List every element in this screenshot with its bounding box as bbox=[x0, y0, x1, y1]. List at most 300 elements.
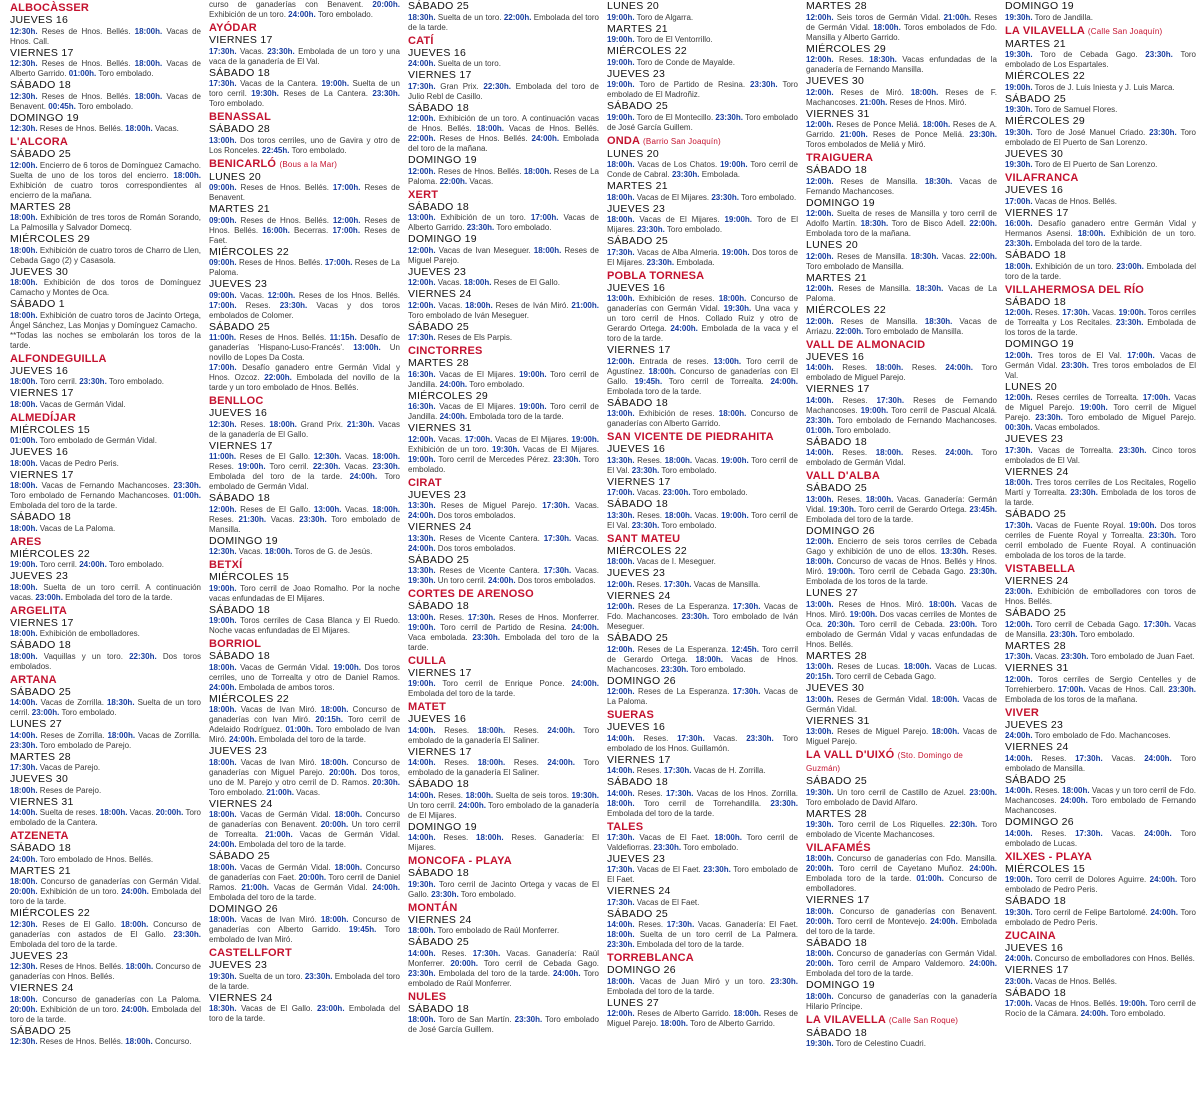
event-time: 24:00h. bbox=[547, 758, 575, 767]
event-time: 12:00h. bbox=[607, 1009, 635, 1018]
event-line: 13:00h. Reses. 18:00h. Vacas. Ganadería: Germán Vidal. 19:30h. Toro cerril de Gerardo Ortega. 23:45h. Embolada del toro de la tarde. bbox=[806, 494, 997, 524]
event-time: 19:00h. bbox=[238, 462, 266, 471]
event-line: 14:00h. Reses. 17:30h. Reses de Fernando Machancoses. 19:00h. Toro cerril de Pascual Alcalá. 23:30h. Toro embolado de Fernando Machancoses. 01:00h. Toro embolado. bbox=[806, 395, 997, 435]
day-heading: VIERNES 17 bbox=[209, 34, 273, 46]
day-heading: SÁBADO 25 bbox=[209, 320, 271, 333]
event-line: 14:00h. Vacas de Zorrilla. 18:30h. Suelta de un toro cerril. 23:00h. Toro embolado. bbox=[10, 698, 201, 717]
day-heading: JUEVES 23 bbox=[10, 570, 69, 582]
day-heading: MARTES 28 bbox=[10, 750, 71, 763]
event-time: 18:00h. bbox=[134, 26, 163, 36]
town-heading bbox=[209, 395, 400, 407]
day-heading: SÁBADO 18 bbox=[607, 498, 669, 510]
day-heading: VIERNES 17 bbox=[806, 383, 870, 395]
event-time: 11:00h. bbox=[209, 452, 237, 461]
event-line: 12:30h. Reses. 18:00h. Grand Prix. 21:30h. Vacas de la ganadería de El Gallo. bbox=[209, 419, 401, 439]
event-time: 23:00h. bbox=[35, 592, 63, 602]
event-line: 17:30h. Vacas de El Faet. bbox=[607, 897, 700, 907]
event-time: 17:00h. bbox=[209, 300, 237, 310]
event-time: 12:00h. bbox=[408, 278, 436, 287]
event-line: 09:00h. Reses de Hnos. Bellés. 12:00h. Reses de Hnos. Bellés. 16:00h. Becerras. 17:00h. Reses de Faet. bbox=[209, 215, 400, 245]
event-time: 21:00h. bbox=[943, 12, 972, 22]
event-time: 18:00h. bbox=[120, 919, 149, 929]
event-line: 12:30h. Reses de Hnos. Bellés. 18:00h. Concurso. bbox=[10, 1037, 192, 1046]
event-time: 18:00h. bbox=[931, 694, 960, 704]
event-line: **Todas las noches se embolarán los toros de la tarde. bbox=[10, 330, 201, 350]
event-time: 19:00h. bbox=[10, 560, 38, 569]
event-time: 17:00h. bbox=[332, 183, 361, 192]
town-name: BENLLOC bbox=[209, 395, 264, 407]
town-name: ALFONDEGUILLA bbox=[10, 352, 107, 365]
event-time: 18:00h. bbox=[660, 1019, 688, 1028]
town-name: LA VILAVELLA bbox=[1005, 24, 1085, 37]
event-time: 23:45h. bbox=[969, 504, 997, 514]
town-heading bbox=[209, 559, 400, 571]
event-line: 19:00h. Toro cerril de Dolores Aguirre. 24:00h. Toro embolado de Pedro Peris. bbox=[1005, 875, 1196, 894]
event-time: 22:00h. bbox=[969, 219, 997, 228]
day-heading: SÁBADO 25 bbox=[408, 320, 470, 333]
event-line: 18:00h. Vacas de Ivan Miró. 18:00h. Concurso de ganaderías con Ivan Miró. 20:15h. Toro cerril de Adelaido Rodríguez. 01:00h. Toro embolado de Ivan Miró. 24:00h. Embolada del toro de la tarde. bbox=[209, 705, 401, 744]
day-heading: SÁBADO 18 bbox=[10, 79, 72, 91]
event-time: 18:30h. bbox=[860, 219, 889, 228]
day-heading: JUEVES 23 bbox=[408, 265, 467, 278]
event-time: 13:00h. bbox=[313, 504, 342, 514]
event-time: 23:30h. bbox=[746, 733, 774, 743]
event-time: 23:30h. bbox=[173, 929, 201, 939]
event-time: 12:30h. bbox=[10, 1037, 38, 1046]
event-time: 14:00h. bbox=[607, 788, 635, 798]
town-name: VISTABELLA bbox=[1005, 562, 1076, 575]
event-time: 18:30h. bbox=[209, 1004, 237, 1013]
event-time: 18:00h. bbox=[209, 915, 237, 924]
town-name: ALBOCÀSSER bbox=[10, 2, 90, 14]
event-time: 23:00h. bbox=[949, 619, 978, 629]
event-time: 24:00h. bbox=[1005, 954, 1033, 963]
town-heading bbox=[10, 353, 201, 365]
event-time: 18:00h. bbox=[1005, 478, 1033, 487]
event-line: 18:00h. Exhibición de dos toros de Domínguez Camacho y Montes de Oca. bbox=[10, 278, 201, 297]
event-time: 17:30h. bbox=[663, 766, 692, 775]
event-time: 12:00h. bbox=[806, 87, 834, 97]
event-line: 18:00h. Suelta de un toro cerril. A continuación vacas. 23:00h. Embolada del toro de la tarde. bbox=[10, 582, 201, 602]
event-time: 12:00h. bbox=[209, 504, 237, 514]
event-time: 23:00h. bbox=[316, 1004, 345, 1013]
day-heading: SÁBADO 1 bbox=[10, 298, 65, 310]
event-line: 12:00h. Toro cerril de Cebada Gago. 17:30h. Vacas de Mansilla. 23:30h. Toro embolado. bbox=[1005, 619, 1196, 639]
event-time: 18:00h. bbox=[714, 832, 742, 842]
town-heading bbox=[10, 136, 201, 148]
event-time: 17:00h. bbox=[464, 434, 493, 444]
event-line: 18:00h. Exhibición de cuatro toros de Jacinto Ortega, Ángel Sánchez, Las Monjas y Domínguez Camacho. bbox=[10, 310, 201, 330]
event-line: 19:00h. Toro de El Ventorrillo. bbox=[607, 35, 713, 44]
town-heading bbox=[408, 991, 599, 1003]
schedule-column-4 bbox=[603, 0, 802, 1100]
day-heading: SÁBADO 25 bbox=[209, 850, 271, 862]
event-time: 13:00h. bbox=[806, 694, 834, 704]
event-line: 12:00h. Entrada de reses. 13:00h. Toro cerril de Agustínez. 18:00h. Concurso de ganaderías con El Gallo. 19:45h. Toro cerril de Torrealta. 24:00h. Embolada toro de la tarde. bbox=[607, 356, 799, 396]
event-line: 18:00h. Vacas de Germán Vidal. 18:00h. Concurso de ganaderías con Faet. 20:00h. Toro cerril de Daniel Ramos. 21:00h. Vacas de Germán Vidal. 24:00h. Embolada del toro de la tarde. bbox=[209, 862, 400, 902]
event-time: 23:30h. bbox=[1061, 360, 1089, 370]
event-time: 22:00h. bbox=[835, 326, 864, 336]
event-time: 18:00h. bbox=[733, 1009, 762, 1018]
day-heading: SÁBADO 18 bbox=[408, 101, 470, 114]
event-line: 18:00h. Vacas de I. Meseguer. bbox=[607, 557, 716, 566]
event-time: 23:30h. bbox=[681, 612, 710, 621]
event-line: 23:00h. Vacas de Hnos. Bellés. bbox=[1005, 976, 1117, 986]
event-line: 19:00h. Toro cerril de Joao Romalho. Por la noche vacas enfundadas de El Mijares. bbox=[209, 583, 400, 603]
event-time: 19:30h. bbox=[1005, 907, 1033, 917]
event-time: 12:30h. bbox=[313, 452, 342, 461]
day-heading: SÁBADO 28 bbox=[209, 123, 271, 135]
event-time: 17:30h. bbox=[1062, 308, 1090, 317]
event-line: 14:00h. Reses. 18:00h. Reses. 24:00h. Toro embolado de Germán Vidal. bbox=[806, 448, 998, 467]
day-heading: VIERNES 17 bbox=[10, 46, 74, 59]
event-line: 18:00h. Vacas de Juan Miró y un toro. 23:30h. Embolada del toro de la tarde. bbox=[607, 976, 798, 996]
event-time: 13:30h. bbox=[408, 533, 436, 543]
town-heading bbox=[806, 842, 997, 854]
event-time: 18:00h. bbox=[134, 59, 163, 68]
event-time: 13:00h. bbox=[353, 343, 381, 352]
event-time: 17:30h. bbox=[209, 79, 237, 88]
event-time: 24:00h. bbox=[571, 679, 599, 688]
town-heading bbox=[408, 655, 599, 667]
event-time: 22:45h. bbox=[261, 145, 290, 155]
event-line: 13:00h. Reses de Hnos. Miró. 18:00h. Vacas de Hnos. Miró. 19:00h. Dos vacas cerriles de Montes de Oca. 20:30h. Toro cerril de Cebada. 23:00h. Toro embolado de Germán Vidal y vacas enfundadas de Hnos. Bellés. bbox=[806, 599, 997, 649]
event-line: 18:00h. Vacas de Germán Vidal. 19:00h. Dos toros cerriles, uno de Torrealta y otro de Daniel Ramos. 24:00h. Embolada de ambos toros. bbox=[209, 662, 400, 692]
day-heading: SÁBADO 25 bbox=[607, 907, 669, 920]
event-line: 18:00h. Vacas de El Mijares. 19:00h. Toro de El Mijares. 23:30h. Toro embolado. bbox=[607, 215, 798, 234]
day-heading: SÁBADO 25 bbox=[607, 235, 669, 247]
event-time: 23:00h. bbox=[31, 708, 60, 717]
day-heading: VIERNES 31 bbox=[10, 795, 74, 808]
event-line: 24:00h. Concurso de embolladores con Hnos. Bellés. bbox=[1005, 954, 1195, 963]
event-time: 18:00h. bbox=[125, 1037, 153, 1046]
event-line: 14:00h. Reses. 17:30h. Vacas de H. Zorrilla. bbox=[607, 766, 766, 775]
event-time: 17:30h. bbox=[732, 687, 761, 696]
event-time: 19:00h. bbox=[607, 112, 635, 122]
event-line: 13:30h. Reses de Vicente Cantera. 17:30h. Vacas. 24:00h. Dos toros embolados. bbox=[408, 533, 599, 553]
event-time: 14:00h. bbox=[408, 948, 436, 958]
event-line: 14:00h. Reses. 17:30h. Vacas. 24:00h. Toro embolado de Mansilla. bbox=[1005, 753, 1196, 773]
event-time: 13:00h. bbox=[408, 612, 436, 622]
event-time: 23:30h. bbox=[514, 1015, 543, 1024]
event-line: 18:00h. Toro embolado de Raúl Monferrer. bbox=[408, 926, 560, 935]
event-time: 17:30h. bbox=[1005, 445, 1033, 455]
event-time: 14:00h. bbox=[607, 733, 635, 743]
town-name: LA VALL D'UIXÓ bbox=[806, 749, 895, 761]
event-time: 23:30h. bbox=[10, 740, 38, 750]
day-heading: LUNES 27 bbox=[806, 587, 859, 599]
event-time: 18:00h. bbox=[134, 91, 163, 101]
event-time: 19:30h. bbox=[1005, 50, 1033, 59]
town-name: BENASSAL bbox=[209, 111, 272, 123]
day-heading: VIERNES 17 bbox=[408, 745, 472, 758]
event-time: 00:45h. bbox=[48, 101, 76, 111]
event-time: 01:00h. bbox=[10, 436, 38, 445]
schedule-column-2 bbox=[205, 0, 404, 1100]
event-time: 20:00h. bbox=[806, 916, 834, 926]
event-time: 18:00h. bbox=[209, 862, 237, 872]
day-heading: JUEVES 23 bbox=[607, 852, 666, 865]
event-time: 18:00h. bbox=[107, 730, 136, 740]
event-time: 18:30h. bbox=[924, 316, 953, 326]
event-time: 23:00h. bbox=[969, 787, 997, 797]
event-time: 24:00h. bbox=[209, 840, 237, 849]
event-time: 17:30h. bbox=[607, 832, 635, 842]
event-time: 18:00h. bbox=[125, 962, 154, 971]
day-heading: MIÉRCOLES 15 bbox=[1005, 862, 1086, 875]
event-time: 19:30h. bbox=[408, 576, 436, 585]
day-heading: VIERNES 17 bbox=[10, 387, 74, 399]
event-time: 12:00h. bbox=[806, 537, 834, 546]
day-heading: SÁBADO 18 bbox=[806, 435, 868, 448]
day-heading: SÁBADO 18 bbox=[1005, 986, 1067, 999]
event-line: 18:00h. Concurso de ganaderías con Germán Vidal. 20:00h. Exhibición de un toro. 24:00h. Embolada del toro de la tarde. bbox=[10, 877, 201, 906]
event-time: 12:00h. bbox=[408, 245, 436, 255]
event-time: 12:00h. bbox=[1005, 393, 1033, 402]
day-heading: VIERNES 17 bbox=[408, 69, 472, 81]
event-time: 18:00h. bbox=[372, 452, 400, 461]
event-time: 22:30h. bbox=[483, 81, 511, 91]
event-time: 19:00h. bbox=[607, 80, 635, 89]
day-heading: SÁBADO 18 bbox=[607, 396, 669, 409]
event-line: 19:00h. Toro de Algarra. bbox=[607, 12, 694, 22]
event-time: 18:00h. bbox=[10, 377, 38, 386]
event-time: 24:00h. bbox=[408, 543, 436, 553]
event-time: 18:30h. bbox=[924, 176, 953, 186]
day-heading: MARTES 21 bbox=[1005, 37, 1066, 50]
event-time: 18:00h. bbox=[173, 170, 201, 180]
event-time: 12:00h. bbox=[607, 602, 635, 611]
event-time: 17:00h. bbox=[530, 213, 559, 222]
town-name: ARES bbox=[10, 535, 42, 548]
event-line: 12:00h. Reses cerriles de Torrealta. 17:00h. Vacas de Miguel Parejo. 19:00h. Toro cerril de Miguel Parejo. 23:30h. Toro embolado de Miguel Parejo. 00:30h. Vacas embolados. bbox=[1005, 393, 1197, 432]
event-time: 17:00h. bbox=[324, 258, 353, 267]
event-time: 17:00h. bbox=[209, 363, 237, 372]
event-time: 18:00h. bbox=[607, 160, 635, 169]
event-line: 09:00h. Vacas. 12:00h. Reses de los Hnos. Bellés. 17:00h. Reses. 23:30h. Vacas y dos toros embolados de Colomer. bbox=[209, 290, 401, 320]
event-time: 18:00h. bbox=[607, 557, 635, 566]
day-heading: SÁBADO 25 bbox=[408, 936, 470, 948]
day-heading: JUEVES 23 bbox=[408, 488, 467, 501]
event-line: 12:00h. Encierro de seis toros cerriles de Cebada Gago y exhibición de uno de ellos. 13:30h. Reses. 18:00h. Concurso de vacas de Hnos. Bellés y Hnos. Miró. 19:00h. Toro cerril de Cebada Gago. 23:30h. Embolada de los toros de la tarde. bbox=[806, 537, 997, 586]
event-line: 12:00h. Reses de La Esperanza. 12:45h. Toro cerril de Gerardo Ortega. 18:00h. Vacas de Hnos. Machancoses. 23:30h. Toro embolado. bbox=[607, 644, 798, 674]
event-line: 14:00h. Reses. 18:00h. Vacas y un toro cerril de Fdo. Machancoses. 24:00h. Toro embolado de Fernando Machancoses. bbox=[1005, 786, 1197, 815]
day-heading: DOMINGO 26 bbox=[209, 902, 278, 915]
event-line: 13:30h. Reses. 18:00h. Vacas. 19:00h. Toro cerril de El Val. 23:30h. Toro embolado. bbox=[607, 455, 798, 475]
event-line: 11:00h. Reses de El Gallo. 12:30h. Vacas. 18:00h. Reses. 19:00h. Toro cerril. 22:30h. Vacas. 23:30h. Embolada del toro de la tarde. 24:00h. Toro embolado de Germán Vidal. bbox=[209, 452, 401, 491]
event-time: 12:00h. bbox=[1005, 350, 1033, 360]
schedule-columns bbox=[6, 0, 1200, 1100]
event-time: 23:30h. bbox=[806, 415, 834, 425]
event-time: 18:00h. bbox=[910, 87, 939, 97]
event-time: 19:00h. bbox=[860, 405, 889, 415]
event-line: 18:30h. Suelta de un toro. 22:00h. Embolada del toro de la tarde. bbox=[408, 12, 599, 32]
town-name: VALL D'ALBA bbox=[806, 470, 881, 482]
day-heading: DOMINGO 19 bbox=[408, 820, 477, 833]
town-heading bbox=[607, 952, 798, 964]
town-heading bbox=[806, 339, 997, 351]
event-time: 18:00h. bbox=[928, 599, 957, 609]
event-time: 24:00h. bbox=[1144, 828, 1172, 838]
event-line: 18:00h. Exhibición de cuatro toros de Charro de Llen, Cebada Gago (2) y Casasola. bbox=[10, 245, 201, 265]
event-line: 12:00h. Reses de Mansilla. 18:30h. Vacas. 22:00h. Toro embolado de Mansilla. bbox=[806, 251, 997, 271]
event-line: 23:00h. Exhibición de embolladores con toros de Hnos. Bellés. bbox=[1005, 587, 1196, 606]
day-heading: JUEVES 30 bbox=[806, 682, 865, 694]
event-line: 18:00h. Tres toros cerriles de Los Recitales, Rogelio Martí y Torrealta. 23:30h. Embolada de los toros de la tarde. bbox=[1005, 478, 1196, 507]
event-time: 17:30h. bbox=[607, 897, 635, 907]
day-heading: MIÉRCOLES 15 bbox=[209, 571, 290, 583]
town-heading bbox=[607, 533, 798, 545]
event-time: 13:00h. bbox=[806, 494, 834, 504]
day-heading: VIERNES 17 bbox=[607, 475, 671, 488]
event-time: 09:00h. bbox=[209, 290, 237, 300]
event-time: 12:00h. bbox=[806, 12, 834, 22]
event-line: 12:30h. Reses de Hnos. Bellés. 18:00h. Concurso de ganaderías con Hnos. Bellés. bbox=[10, 962, 201, 981]
event-line: 14:00h. Reses de Zorrilla. 18:00h. Vacas de Zorrilla. 23:30h. Toro embolado de Parejo. bbox=[10, 730, 202, 750]
event-time: 23:00h. bbox=[1005, 587, 1033, 596]
event-line: 19:30h. Toro de El Puerto de San Lorenzo. bbox=[1005, 160, 1158, 169]
day-heading: SÁBADO 18 bbox=[806, 1026, 868, 1039]
event-time: 18:00h. bbox=[125, 124, 153, 133]
day-heading: MIÉRCOLES 15 bbox=[10, 423, 91, 436]
day-heading: JUEVES 23 bbox=[607, 67, 666, 80]
event-line: 14:00h. Reses. 18:00h. Suelta de seis toros. 19:30h. Un toro cerril. 24:00h. Toro embolado de la ganadería de El Mijares. bbox=[408, 790, 600, 820]
event-line: 19:30h. Toro de Cebada Gago. 23:30h. Toro embolado de Los Espartales. bbox=[1005, 50, 1197, 69]
day-heading: SÁBADO 25 bbox=[408, 553, 470, 566]
event-line: 18:00h. Exhibición de tres toros de Román Sorando, La Palmosilla y Salvador Domecq. bbox=[10, 213, 201, 232]
event-time: 18:00h. bbox=[648, 366, 677, 376]
event-time: 14:00h. bbox=[10, 808, 38, 817]
event-line: 13:00h. Dos toros cerriles, uno de Gavira y otro de Los Ronceles. 22:45h. Toro embolado. bbox=[209, 135, 400, 155]
day-heading: SÁBADO 25 bbox=[1005, 773, 1067, 786]
town-name: CATÍ bbox=[408, 34, 434, 47]
event-time: 20:00h. bbox=[298, 872, 327, 882]
event-line: 24:00h. Toro embolado de Hnos. Bellés. bbox=[10, 854, 154, 864]
day-heading: MARTES 28 bbox=[408, 357, 469, 369]
event-time: 17:00h. bbox=[1057, 684, 1086, 694]
event-line: 14:00h. Reses. 17:30h. Vacas. 23:30h. Toro embolado de los Hnos. Guillamón. bbox=[607, 733, 798, 753]
event-time: 17:30h. bbox=[1075, 828, 1103, 838]
event-time: 12:00h. bbox=[806, 251, 834, 261]
event-time: 01:00h. bbox=[806, 425, 834, 435]
event-line: 24:00h. Toro embolado de Fdo. Machancoses. bbox=[1005, 731, 1171, 740]
event-line: 17:00h. Vacas de Hnos. Bellés. bbox=[1005, 196, 1117, 206]
town-name: L'ALCORA bbox=[10, 136, 68, 148]
town-heading bbox=[607, 431, 798, 443]
event-time: 18:00h. bbox=[10, 994, 38, 1004]
town-heading bbox=[408, 477, 599, 489]
event-time: 19:45h. bbox=[348, 925, 377, 934]
event-time: 24:00h. bbox=[1005, 731, 1033, 740]
event-time: 18:00h. bbox=[10, 785, 38, 795]
event-time: 23:30h. bbox=[304, 971, 333, 981]
event-time: 21:00h. bbox=[840, 130, 868, 139]
event-time: 18:00h. bbox=[10, 523, 38, 533]
day-heading: SÁBADO 25 bbox=[1005, 508, 1067, 520]
event-line: 18:00h. Vaquillas y un toro. 22:30h. Dos toros embolados. bbox=[10, 651, 201, 671]
town-heading bbox=[1005, 25, 1196, 38]
town-note: (Barrio San Joaquín) bbox=[643, 136, 721, 146]
event-time: 12:30h. bbox=[209, 547, 237, 556]
event-time: 21:00h. bbox=[571, 300, 599, 310]
day-heading: MIÉRCOLES 22 bbox=[209, 245, 290, 258]
day-heading: SÁBADO 18 bbox=[408, 867, 470, 879]
event-time: 18:00h. bbox=[873, 22, 901, 32]
town-name: ALMEDÍJAR bbox=[10, 411, 76, 424]
event-time: 23:30h. bbox=[1070, 488, 1098, 497]
event-line: 12:00h. Seis toros de Germán Vidal. 21:00h. Reses de Germán Vidal. 18:00h. Toros embolados de Fdo. Mansilla y Alberto Garrido. bbox=[806, 12, 997, 42]
event-line: 12:00h. Toros cerriles de Sergio Centelles y de Torrehierbero. 17:00h. Vacas de Hnos. Call. 23:30h. Embolada de los toros de la mañana. bbox=[1005, 674, 1196, 704]
event-time: 01:00h. bbox=[68, 69, 97, 78]
event-line: 18:00h. Vacas de Pedro Peris. bbox=[10, 458, 119, 468]
event-time: 13:00h. bbox=[806, 599, 834, 609]
event-time: 13:00h. bbox=[209, 135, 237, 145]
event-time: 24:00h. bbox=[372, 882, 400, 892]
town-heading bbox=[1005, 563, 1196, 575]
event-time: 12:00h. bbox=[408, 166, 436, 176]
event-line: 12:00h. Reses. 17:30h. Vacas. 19:00h. Toros cerriles de Torrealta y Los Recitales. 23:30h. Embolada de los toros de la tarde. bbox=[1005, 308, 1197, 337]
event-time: 17:30h. bbox=[10, 763, 38, 772]
event-line: 18:00h. Vacas de La Paloma. bbox=[10, 523, 116, 533]
event-time: 19:30h. bbox=[408, 879, 436, 889]
event-time: 24:00h. bbox=[121, 1004, 149, 1014]
event-line: 16:30h. Vacas de El Mijares. 19:00h. Toro cerril de Jandilla. 24:00h. Embolada toro de la tarde. bbox=[408, 402, 599, 421]
event-time: 17:00h. bbox=[1005, 196, 1033, 206]
day-heading: SÁBADO 18 bbox=[408, 200, 470, 213]
event-time: 19:00h. bbox=[1080, 403, 1108, 412]
day-heading: SÁBADO 25 bbox=[806, 775, 868, 787]
day-heading: LUNES 20 bbox=[806, 239, 859, 251]
event-time: 19:30h. bbox=[571, 790, 600, 800]
event-time: 18:00h. bbox=[922, 120, 951, 129]
town-name: XILXES - PLAYA bbox=[1005, 850, 1092, 863]
event-line: 12:00h. Reses de Mansilla. 18:30h. Vacas de Arriazu. 22:00h. Toro embolado de Mansilla. bbox=[806, 316, 997, 336]
town-heading bbox=[1005, 707, 1196, 719]
town-note: (Calle San Roque) bbox=[888, 1015, 959, 1025]
day-heading: JUEVES 30 bbox=[10, 265, 69, 278]
event-time: 19:00h. bbox=[1119, 999, 1148, 1008]
event-line: 12:00h. Vacas. 17:00h. Vacas de El Mijares. 19:00h. Exhibición de un toro. 19:30h. Vacas de El Mijares. 19:00h. Toro cerril de Mercedes Pérez. 23:30h. Toro embolado. bbox=[408, 434, 600, 474]
event-line: 01:00h. Toro embolado de Germán Vidal. bbox=[10, 436, 157, 445]
event-time: 18:00h. bbox=[476, 833, 504, 842]
day-heading: SÁBADO 18 bbox=[209, 66, 271, 79]
event-time: 23:30h. bbox=[267, 46, 295, 56]
event-time: 19:30h. bbox=[723, 304, 752, 313]
event-time: 16:30h. bbox=[408, 369, 436, 379]
day-heading: VIERNES 24 bbox=[1005, 465, 1069, 478]
event-line: 18:00h. Vacas de El Mijares. 23:30h. Toro embolado. bbox=[607, 192, 797, 202]
town-name: LA VILAVELLA bbox=[806, 1013, 886, 1026]
event-time: 23:30h. bbox=[646, 257, 675, 267]
event-time: 12:00h. bbox=[806, 176, 834, 186]
event-time: 13:30h. bbox=[607, 510, 635, 520]
event-time: 19:00h. bbox=[849, 609, 878, 619]
event-line: 19:30h. Toro cerril de Jacinto Ortega y vacas de El Gallo. 23:30h. Toro embolado. bbox=[408, 879, 599, 899]
day-heading: DOMINGO 19 bbox=[10, 111, 79, 124]
event-time: 14:00h. bbox=[806, 363, 834, 372]
event-time: 12:00h. bbox=[1005, 619, 1033, 629]
event-time: 20:00h. bbox=[450, 958, 478, 968]
event-time: 23:30h. bbox=[631, 520, 660, 530]
event-time: 14:00h. bbox=[10, 698, 38, 707]
event-time: 23:30h. bbox=[607, 940, 635, 949]
event-line: 14:00h. Reses. 17:30h. Vacas. Ganadería: Raúl Monferrer. 20:00h. Toro cerril de Cebada Gago. 23:30h. Embolada del toro de la tarde. 24:00h. Toro embolado de Raúl Monferrer. bbox=[408, 948, 600, 988]
event-line: 12:00h. Encierro de 6 toros de Domínguez Camacho. Suelta de uno de los toros del encierro. 18:00h. Exhibición de cuatro toros correspondientes al encierro de la mañana. bbox=[10, 160, 201, 200]
event-line: 14:00h. Reses. 18:00h. Reses. 24:00h. Toro embolado de la ganadería El Saliner. bbox=[408, 725, 600, 745]
town-heading bbox=[607, 821, 798, 833]
event-line: 17:00h. Vacas. 23:00h. Toro embolado. bbox=[607, 488, 748, 497]
event-time: 12:30h. bbox=[10, 91, 38, 101]
